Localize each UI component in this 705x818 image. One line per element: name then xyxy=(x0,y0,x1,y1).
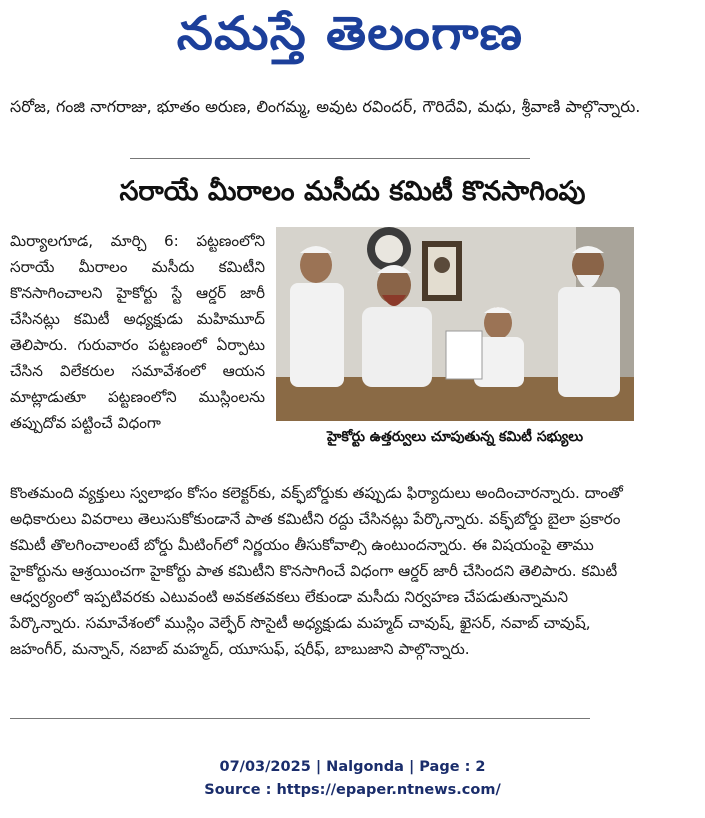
section-divider-top xyxy=(130,158,530,159)
newspaper-masthead: నమస్తే తెలంగాణ xyxy=(176,6,524,60)
article-opening-paragraph: మిర్యాలగూడ, మార్చి 6: పట్టణంలోని సరాయే మీరాలం మసీదు కమిటీని కొనసాగించాలని హైకోర్టు స్టే ఆర్డర్ జారీ చేసినట్లు కమిటీ అధ్యక్షుడు మహిమూద్ తెలిపారు. గురువారం పట్టణంలో ఏర్పాటు చేసిన విలేకరుల సమావేశంలో ఆయన మాట్లాడుతూ పట్టణంలోని ముస్లింలను తప్పుదోవ పట్టించే విధంగా xyxy=(10,232,265,432)
photo-caption: హైకోర్టు ఉత్తర్వులు చూపుతున్న కమిటీ సభ్యులు xyxy=(326,429,584,445)
article-photo xyxy=(276,227,634,421)
article-column-text xyxy=(10,228,265,436)
article-continuation-paragraph: కొంతమంది వ్యక్తులు స్వలాభం కోసం కలెక్టర్‌కు, వక్ఫ్‌బోర్డుకు తప్పుడు ఫిర్యాదులు అందించారన్నారు. దాంతో అధికారులు వివరాలు తెలుసుకోకుండానే పాత కమిటీని రద్దు చేసినట్లు పేర్కొన్నారు. వక్ఫ్‌బోర్డు బైలా ప్రకారం కమిటీ తొలగించాలంటే బోర్డు మీటింగ్‌లో నిర్ణయం తీసుకోవాల్సి ఉంటుందన్నారు. ఈ విషయంపై తాము హైకోర్టును ఆశ్రయించగా హైకోర్టు పాత కమిటీని కొనసాగించే విధంగా ఆర్డర్ జారీ చేసిందని తెలిపారు. కమిటీ ఆధ్వర్యంలో ఇప్పటివరకు ఎటువంటి అవకతవకలు లేకుండా మసీదు నిర్వహణ చేపడుతున్నామని పేర్కొన్నారు. సమావేశంలో ముస్లిం వెల్ఫేర్ సొసైటీ అధ్యక్షుడు మహ్మద్ చావుష్, ఖైసర్, నవాబ్ చావుష్, జహంగీర్, మన్నాన్, నబాబ్ మహ్మద్, యూసుఫ్, షరీఫ్, బాబుజాని పాల్గొన్నారు. xyxy=(10,484,623,658)
footer-date-line: 07/03/2025 | Nalgonda | Page : 2 xyxy=(219,759,486,775)
section-divider-bottom xyxy=(10,718,590,719)
article-headline: సరాయే మీరాలం మసీదు కమిటీ కొనసాగింపు xyxy=(119,176,586,207)
previous-story-text: సరోజ, గంజి నాగరాజు, భూతం అరుణ, లింగమ్మ, అవుట రవిందర్, గౌరిదేవి, మధు, శ్రీవాణి పాల్గొన్నారు. xyxy=(10,97,641,116)
footer-source-line: Source : https://epaper.ntnews.com/ xyxy=(204,782,501,798)
committee-members-photo xyxy=(276,227,634,421)
article-body-text xyxy=(10,480,640,662)
